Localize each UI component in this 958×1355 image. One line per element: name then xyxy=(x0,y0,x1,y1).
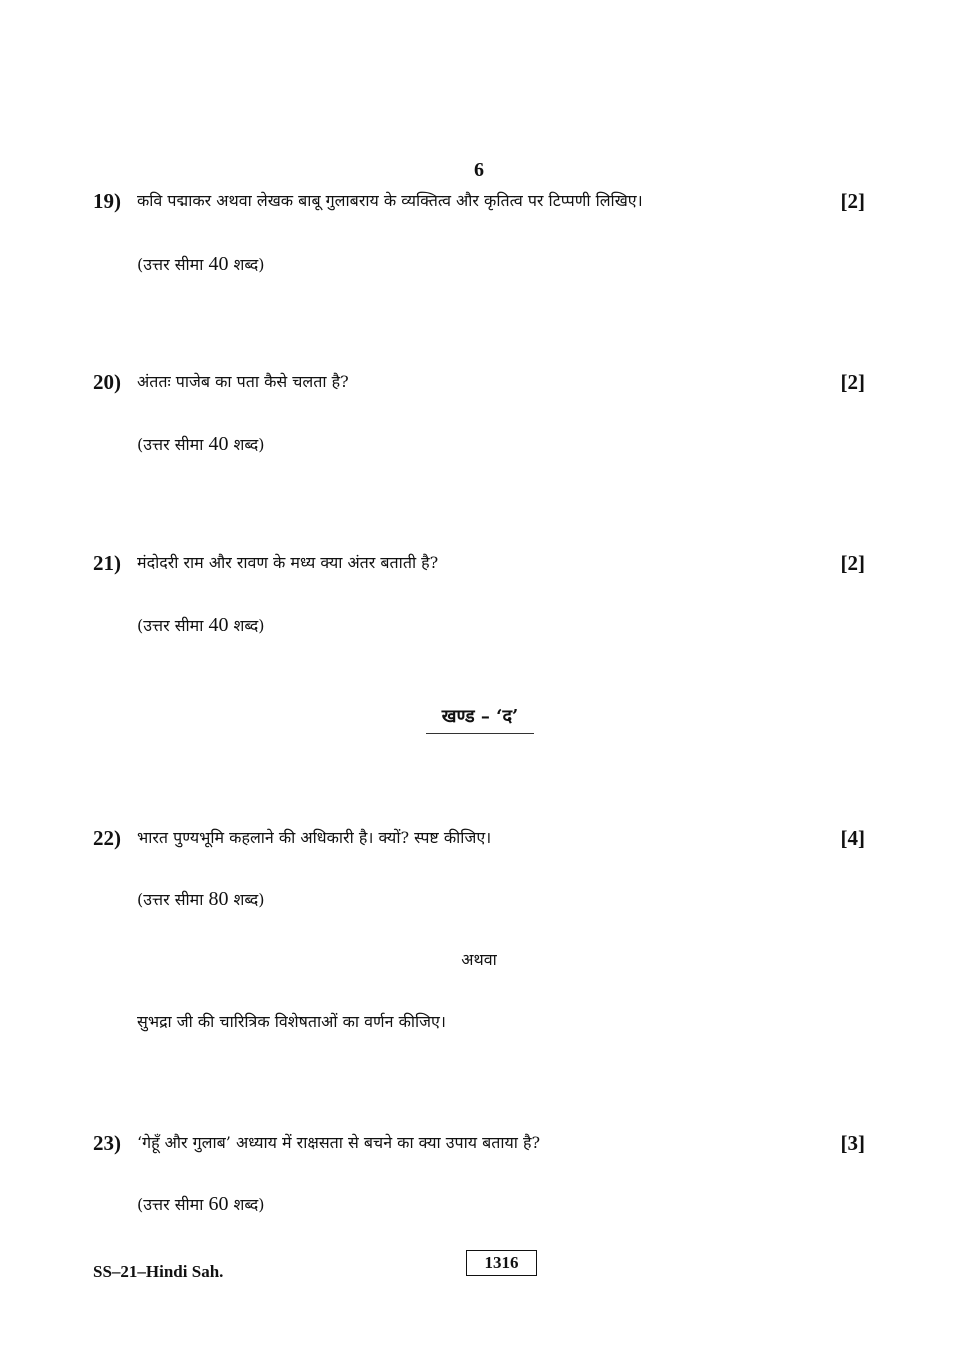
question-number: 20) xyxy=(93,370,121,394)
answer-limit xyxy=(137,250,265,279)
answer-limit-number: 80 xyxy=(208,888,229,910)
answer-limit xyxy=(137,430,265,459)
question-text: भारत पुण्यभूमि कहलाने की अधिकारी है। क्यों? स्पष्ट कीजिए। xyxy=(137,828,492,847)
answer-limit-number: 40 xyxy=(208,253,229,275)
question-23 xyxy=(93,1128,865,1158)
question-text: मंदोदरी राम और रावण के मध्य क्या अंतर बताती है? xyxy=(137,553,439,572)
or-separator: अथवा xyxy=(461,950,497,969)
answer-limit-prefix: (उत्तर सीमा xyxy=(137,890,209,909)
answer-limit xyxy=(137,611,265,640)
question-text: कवि पद्माकर अथवा लेखक बाबू गुलाबराय के व्यक्तित्व और कृतित्व पर टिप्पणी लिखिए। xyxy=(137,191,643,210)
answer-limit-suffix: शब्द) xyxy=(228,616,265,635)
answer-limit xyxy=(137,1190,265,1219)
question-number: 19) xyxy=(93,189,121,213)
answer-limit-prefix: (उत्तर सीमा xyxy=(137,255,209,274)
question-number: 21) xyxy=(93,551,121,575)
section-heading: खण्ड – ‘द’ xyxy=(426,703,534,734)
answer-limit xyxy=(137,885,265,914)
alternative-question: सुभद्रा जी की चारित्रिक विशेषताओं का वर्णन कीजिए। xyxy=(137,1012,446,1031)
question-number: 22) xyxy=(93,826,121,850)
answer-limit-prefix: (उत्तर सीमा xyxy=(137,616,209,635)
answer-limit-suffix: शब्द) xyxy=(228,255,265,274)
question-21 xyxy=(93,548,865,578)
question-marks: [2] xyxy=(840,189,865,213)
question-number: 23) xyxy=(93,1131,121,1155)
question-22 xyxy=(93,823,865,853)
paper-code: SS–21–Hindi Sah. xyxy=(93,1262,224,1281)
question-marks: [4] xyxy=(840,826,865,850)
question-20 xyxy=(93,367,865,397)
page-number: 6 xyxy=(474,159,484,181)
question-19 xyxy=(93,186,865,216)
question-marks: [2] xyxy=(840,370,865,394)
paper-number-box: 1316 xyxy=(466,1250,537,1276)
question-text: अंततः पाजेब का पता कैसे चलता है? xyxy=(137,372,349,391)
answer-limit-number: 40 xyxy=(208,433,229,455)
answer-limit-suffix: शब्द) xyxy=(228,890,265,909)
answer-limit-number: 40 xyxy=(208,614,229,636)
answer-limit-number: 60 xyxy=(208,1193,229,1215)
answer-limit-prefix: (उत्तर सीमा xyxy=(137,435,209,454)
answer-limit-suffix: शब्द) xyxy=(228,435,265,454)
question-marks: [2] xyxy=(840,551,865,575)
question-marks: [3] xyxy=(840,1131,865,1155)
answer-limit-suffix: शब्द) xyxy=(228,1195,265,1214)
answer-limit-prefix: (उत्तर सीमा xyxy=(137,1195,209,1214)
question-text: ‘गेहूँ और गुलाब’ अध्याय में राक्षसता से बचने का क्या उपाय बताया है? xyxy=(137,1133,541,1152)
